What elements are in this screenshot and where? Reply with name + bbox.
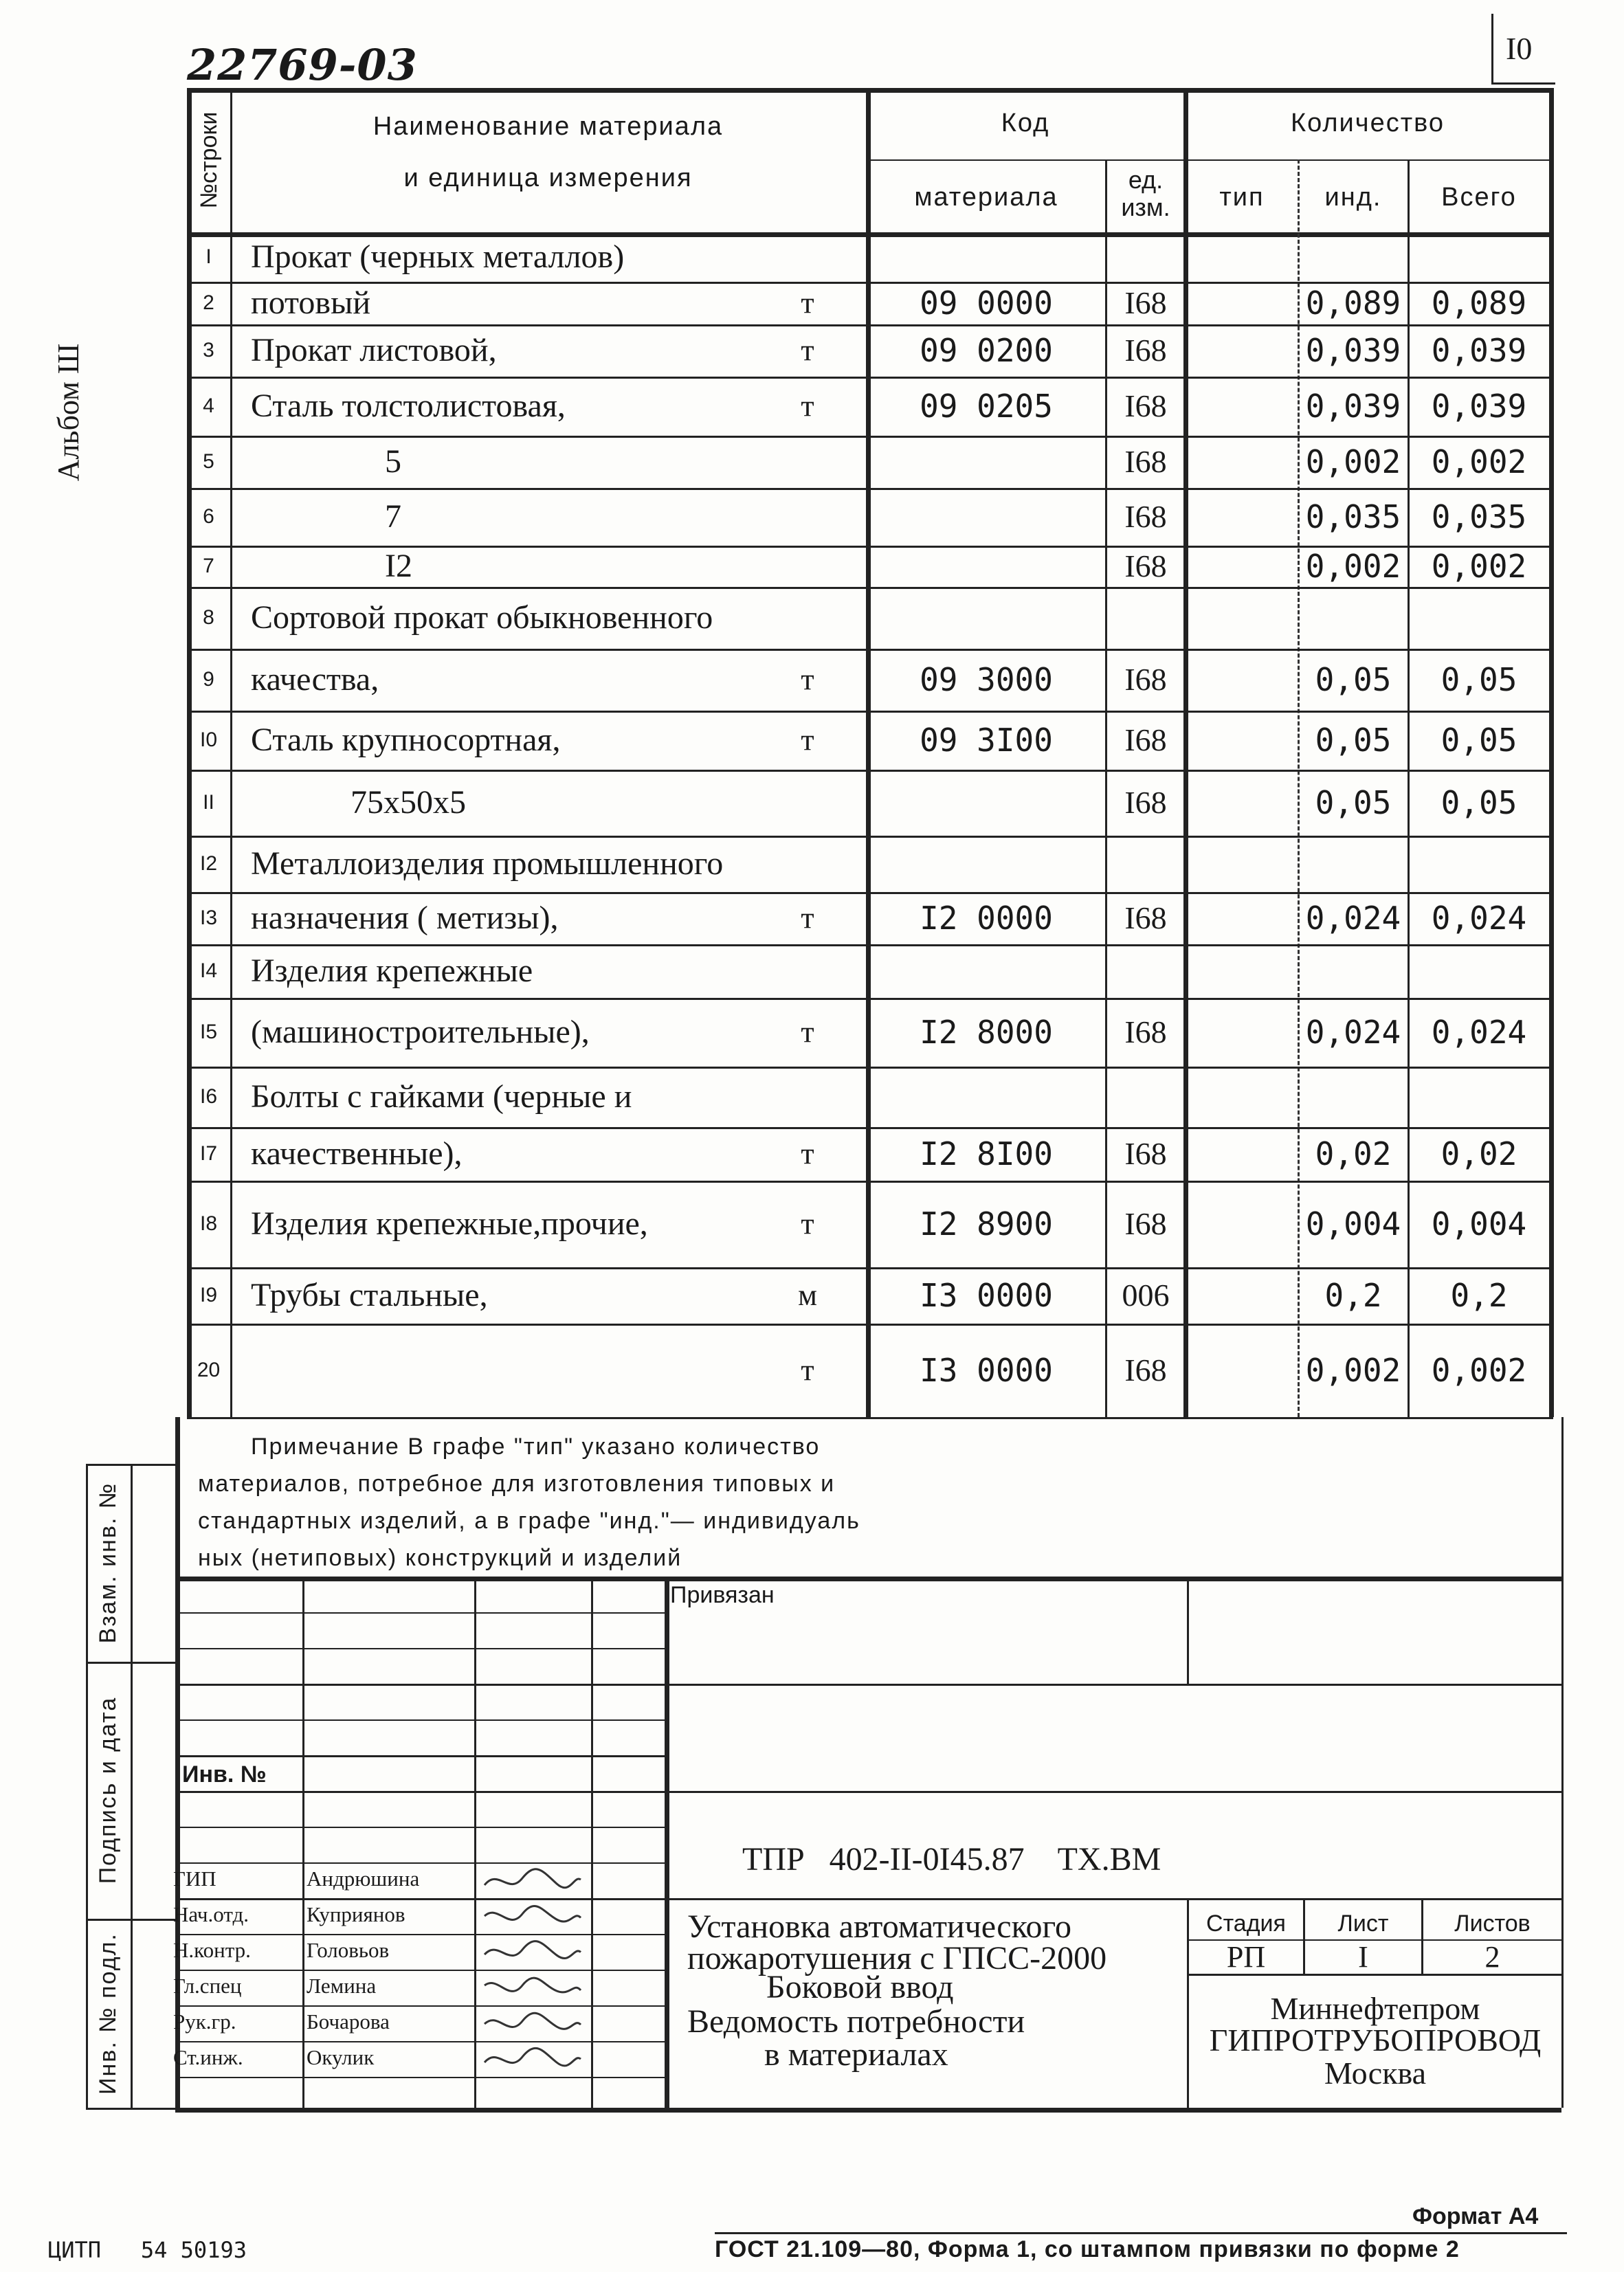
material-name: Сортовой прокат обыкновенного [251, 599, 713, 636]
qty-ind: 0,002 [1305, 443, 1401, 480]
header-name-line2: и единица измерения [403, 164, 693, 192]
unit-code: I68 [1124, 785, 1167, 820]
stamp-inv-no: Инв. № [182, 1761, 267, 1787]
row-number: I3 [199, 906, 218, 929]
qty-total: 0,002 [1431, 548, 1527, 585]
row-number: 4 [203, 394, 214, 417]
side-vzam-inv: Взам. инв. № [95, 1482, 121, 1644]
unit-code: I68 [1124, 444, 1167, 479]
stamp-role: Ст.инж. [173, 2045, 243, 2069]
stamp-title-4: Ведомость потребности [687, 2003, 1025, 2040]
unit-code: I68 [1124, 548, 1167, 583]
row-number: II [203, 791, 214, 814]
stamp-role: ГИП [173, 1867, 216, 1891]
material-code: I3 0000 [920, 1277, 1053, 1314]
qty-total: 0,05 [1441, 722, 1517, 759]
material-code: I2 8900 [920, 1205, 1053, 1243]
unit: т [801, 662, 814, 696]
qty-total: 0,004 [1431, 1205, 1527, 1243]
qty-total: 0,024 [1431, 1014, 1527, 1051]
qty-total: 0,089 [1431, 285, 1527, 322]
material-name: 75x50x5 [351, 784, 466, 821]
side-inv-podl: Инв. № подл. [95, 1933, 121, 2095]
unit-code: I68 [1124, 900, 1167, 935]
unit-code: I68 [1124, 1014, 1167, 1049]
unit: т [801, 1353, 814, 1387]
signature-scribble [481, 2043, 584, 2078]
note-line2: материалов, потребное для изготовления типовых и [198, 1471, 836, 1497]
stamp-sheet-label: Лист [1337, 1911, 1389, 1937]
row-number: 7 [203, 555, 214, 577]
qty-ind: 0,089 [1305, 285, 1401, 322]
unit: т [801, 1015, 814, 1049]
header-qty-ind: инд. [1324, 183, 1382, 212]
qty-total: 0,002 [1431, 443, 1527, 480]
stamp-role: Н.контр. [173, 1938, 251, 1962]
qty-total: 0,039 [1431, 388, 1527, 425]
signature-scribble [481, 1936, 584, 1970]
stamp-role: Нач.отд. [173, 1902, 249, 1926]
material-name: Болты с гайками (черные и [251, 1078, 632, 1115]
material-name: I2 [385, 548, 412, 584]
qty-ind: 0,039 [1305, 388, 1401, 425]
unit-code: I68 [1124, 1206, 1167, 1241]
material-name: качественные), [251, 1135, 463, 1172]
material-name: Металлоизделия промышленного [251, 845, 724, 882]
unit: т [801, 389, 814, 423]
qty-ind: 0,024 [1305, 900, 1401, 937]
note-line3: стандартных изделий, а в графе "инд."— индивидуаль [198, 1508, 860, 1534]
stamp-sheets: 2 [1484, 1940, 1500, 1974]
stamp-title-1: Установка автоматического [687, 1908, 1071, 1945]
unit: т [801, 723, 814, 757]
unit-code: I68 [1124, 722, 1167, 757]
stamp-org-2: ГИПРОТРУБОПРОВОД [1209, 2023, 1542, 2058]
qty-total: 0,02 [1441, 1135, 1517, 1172]
material-name: (машиностроительные), [251, 1014, 590, 1050]
row-number: I6 [199, 1085, 218, 1108]
unit-code: I68 [1124, 388, 1167, 423]
unit-code: I68 [1124, 333, 1167, 368]
qty-total: 0,05 [1441, 661, 1517, 698]
header-qty-type: тип [1219, 183, 1265, 212]
side-signature-date: Подпись и дата [95, 1696, 121, 1884]
signature-scribble [481, 2007, 584, 2042]
material-name: Сталь толстолистовая, [251, 388, 566, 424]
stamp-person-name: Окулик [307, 2045, 375, 2069]
signature-scribble [481, 1864, 584, 1899]
unit-code: 006 [1122, 1278, 1170, 1313]
material-code: 09 0200 [920, 332, 1053, 369]
stamp-stage-label: Стадия [1206, 1911, 1286, 1937]
qty-total: 0,2 [1450, 1277, 1508, 1314]
qty-ind: 0,05 [1315, 784, 1392, 821]
row-number: 2 [203, 291, 214, 314]
material-name: Прокат (черных металлов) [251, 238, 625, 275]
material-code: 09 3I00 [920, 722, 1053, 759]
material-name: назначения ( метизы), [251, 900, 559, 936]
stamp-person-name: Куприянов [307, 1902, 405, 1926]
row-number: I4 [199, 959, 218, 982]
row-number: I [205, 245, 212, 268]
material-name: Сталь крупносортная, [251, 722, 561, 758]
unit: м [798, 1278, 817, 1312]
material-name: 5 [385, 443, 401, 480]
row-number: 3 [203, 339, 214, 361]
stamp-designation: ТПР 402-II-0I45.87 ТХ.ВМ [742, 1841, 1161, 1878]
signature-scribble [481, 1972, 584, 2006]
sheet-corner-box [1491, 14, 1555, 85]
document-number: 22769-03 [187, 40, 418, 90]
unit: т [801, 286, 814, 320]
footer-gost: ГОСТ 21.109—80, Форма 1, со штампом привязки по форме 2 [715, 2236, 1460, 2262]
signature-scribble [481, 1900, 584, 1935]
material-code: I2 8000 [920, 1014, 1053, 1051]
material-name: качества, [251, 661, 379, 698]
qty-ind: 0,004 [1305, 1205, 1401, 1243]
unit: т [801, 333, 814, 367]
unit: т [801, 1137, 814, 1170]
row-number: I8 [199, 1212, 218, 1235]
qty-ind: 0,05 [1315, 722, 1392, 759]
material-code: I2 8I00 [920, 1135, 1053, 1172]
header-name-line1: Наименование материала [372, 112, 724, 141]
stamp-title-2: пожаротушения с ГПСС-2000 [687, 1940, 1107, 1976]
material-code: 09 0000 [920, 285, 1053, 322]
unit-code: I68 [1124, 662, 1167, 697]
unit: т [801, 901, 814, 935]
qty-ind: 0,039 [1305, 332, 1401, 369]
note-line4: ных (нетиповых) конструкций и изделий [198, 1545, 682, 1571]
sheet-corner-number: I0 [1506, 31, 1533, 66]
unit: т [801, 1207, 814, 1240]
material-code: I2 0000 [920, 900, 1053, 937]
footer-left: ЦИТП 54 50193 [48, 2237, 247, 2263]
stamp-org-1: Миннефтепром [1270, 1991, 1480, 2026]
row-number: I0 [199, 728, 218, 751]
material-name: 7 [385, 498, 401, 535]
footer-format: Формат А4 [1412, 2203, 1539, 2229]
stamp-title-3: Боковой ввод [766, 1969, 954, 2005]
qty-ind: 0,05 [1315, 661, 1392, 698]
header-qty-total: Всего [1441, 183, 1517, 212]
row-number: 8 [203, 606, 214, 629]
qty-ind: 0,002 [1305, 1352, 1401, 1389]
header-code-unit: ед. изм. [1121, 166, 1170, 221]
unit-code: I68 [1124, 499, 1167, 534]
stamp-role: Рук.гр. [173, 2009, 236, 2034]
qty-total: 0,039 [1431, 332, 1527, 369]
row-number: 9 [203, 668, 214, 691]
row-number: I5 [199, 1021, 218, 1043]
stamp-privyazan: Привязан [670, 1582, 775, 1608]
stamp-stage: РП [1226, 1940, 1266, 1974]
material-name: Изделия крепежные,прочие, [251, 1205, 648, 1242]
qty-ind: 0,2 [1324, 1277, 1382, 1314]
row-number: 6 [203, 505, 214, 528]
material-name: Трубы стальные, [251, 1277, 488, 1313]
stamp-title-5: в материалах [764, 2036, 948, 2073]
qty-total: 0,024 [1431, 900, 1527, 937]
header-code-material: материала [914, 183, 1058, 212]
qty-total: 0,035 [1431, 498, 1527, 535]
stamp-sheet: I [1358, 1940, 1368, 1974]
note-line1: Примечание В графе "тип" указано количество [251, 1434, 821, 1460]
unit-code: I68 [1124, 1352, 1167, 1388]
row-number: 20 [197, 1359, 221, 1381]
qty-ind: 0,024 [1305, 1014, 1401, 1051]
material-name: потовый [251, 285, 370, 321]
header-row-no: №строки [196, 111, 222, 209]
qty-ind: 0,02 [1315, 1135, 1392, 1172]
row-number: I9 [199, 1284, 218, 1306]
album-label: Альбом Ш [52, 343, 85, 482]
material-name: Изделия крепежные [251, 953, 533, 989]
row-number: I2 [199, 852, 218, 875]
unit-code: I68 [1124, 285, 1167, 320]
unit-code: I68 [1124, 1136, 1167, 1171]
qty-total: 0,002 [1431, 1352, 1527, 1389]
stamp-sheets-label: Листов [1454, 1911, 1531, 1937]
stamp-person-name: Андрюшина [307, 1867, 420, 1891]
qty-total: 0,05 [1441, 784, 1517, 821]
row-number: I7 [199, 1142, 218, 1165]
stamp-person-name: Бочарова [307, 2009, 390, 2034]
header-code: Код [1001, 109, 1050, 137]
qty-ind: 0,002 [1305, 548, 1401, 585]
material-code: 09 0205 [920, 388, 1053, 425]
stamp-role: Гл.спец [173, 1974, 242, 1998]
material-code: 09 3000 [920, 661, 1053, 698]
stamp-org-3: Москва [1324, 2056, 1427, 2091]
header-quantity: Количество [1290, 109, 1445, 137]
material-name: Прокат листовой, [251, 332, 497, 368]
row-number: 5 [203, 450, 214, 473]
qty-ind: 0,035 [1305, 498, 1401, 535]
stamp-person-name: Головьов [307, 1938, 390, 1962]
stamp-person-name: Лемина [307, 1974, 377, 1998]
material-code: I3 0000 [920, 1352, 1053, 1389]
